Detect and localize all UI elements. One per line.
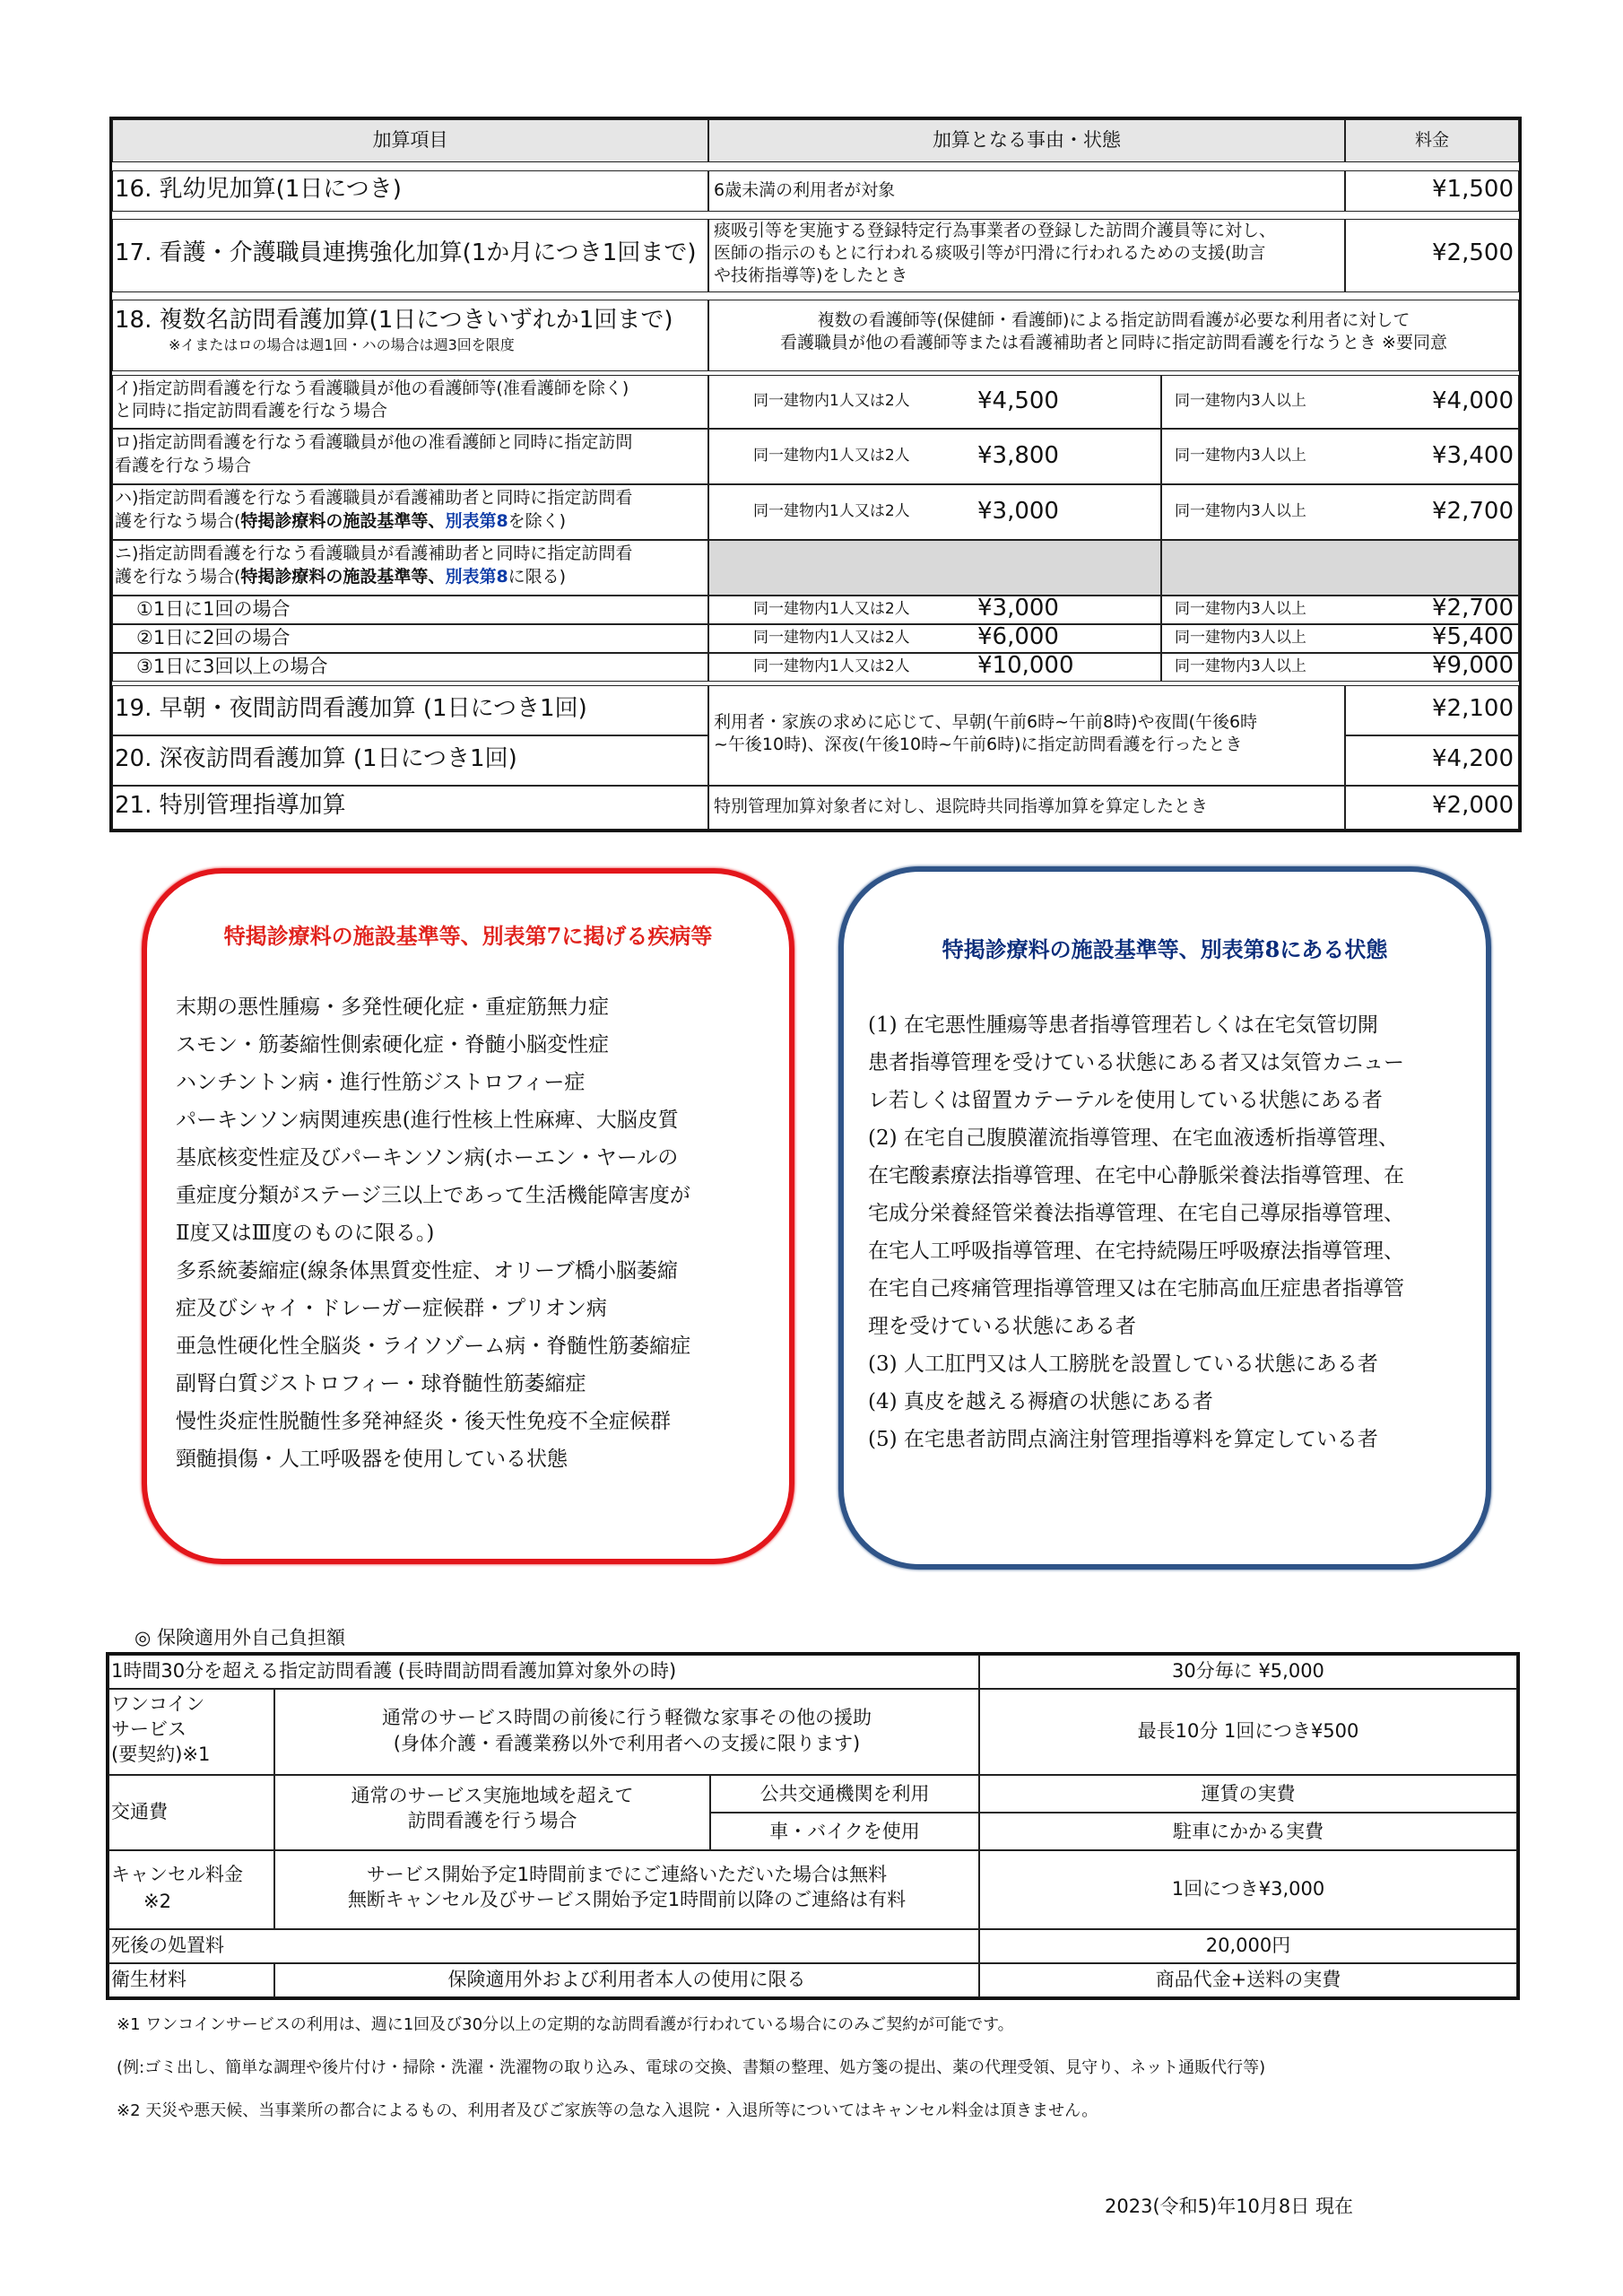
list-item: 基底核変性症及びパーキンソン病(ホーエン・ヤールの <box>176 1146 679 1170</box>
table7-title: 特掲診療料の施設基準等、別表第7に掲げる疾病等 <box>223 923 713 949</box>
r5-fee: 20,000円 <box>1205 1935 1291 1956</box>
row20-fee: ¥4,200 <box>1432 745 1514 772</box>
list-item: (4) 真皮を越える褥瘡の状態にある者 <box>868 1390 1213 1413</box>
date-current: 2023(令和5)年10月8日 現在 <box>1105 2196 1353 2217</box>
sub-ro-fee-a: ¥3,800 <box>977 442 1059 469</box>
sub-ha-line1: ハ)指定訪問看護を行なう看護職員が看護補助者と同時に指定訪問看 <box>115 488 633 508</box>
list-item: レ若しくは留置カテーテルを使用している状態にある者 <box>868 1089 1383 1112</box>
sub-i-fee-b: ¥4,000 <box>1432 387 1514 414</box>
ni-row3-fee-b: ¥9,000 <box>1432 652 1514 679</box>
r4-desc-2: 無断キャンセル及びサービス開始予定1時間前以降のご連絡は有料 <box>347 1889 907 1910</box>
row16-fee: ¥1,500 <box>1432 176 1514 203</box>
row17-fee: ¥2,500 <box>1432 239 1514 266</box>
r4-label-2: ※2 <box>143 1891 171 1912</box>
r2-label-1: ワンコイン <box>111 1693 205 1715</box>
r1-label: 1時間30分を超える指定訪問看護 (長時間訪問看護加算対象外の時) <box>111 1660 677 1682</box>
r3-opt-a: 公共交通機関を利用 <box>759 1783 930 1805</box>
row19-20-reason-2: ~午後10時)、深夜(午後10時~午前6時)に指定訪問看護を行ったとき <box>714 735 1243 754</box>
ni-row1-fee-b: ¥2,700 <box>1432 595 1514 622</box>
sub-ro-label-a: 同一建物内1人又は2人 <box>753 447 910 465</box>
sub-i-fee-a: ¥4,500 <box>977 387 1059 414</box>
r6-fee: 商品代金+送料の実費 <box>1155 1969 1341 1990</box>
ni-row3-fee-a: ¥10,000 <box>977 652 1074 679</box>
row17-reason-1: 痰吸引等を実施する登録特定行為事業者の登録した訪問介護員等に対し、 <box>714 221 1277 240</box>
r3-opt-b: 車・バイクを使用 <box>769 1821 920 1842</box>
row18-item: 18. 複数名訪問看護加算(1日につきいずれか1回まで) <box>115 307 673 334</box>
list-item: 宅成分栄養経管栄養法指導管理、在宅自己導尿指導管理、 <box>868 1202 1404 1225</box>
ni-row1-label: ①1日に1回の場合 <box>136 598 291 620</box>
ni-row2-fee-b: ¥5,400 <box>1432 623 1514 650</box>
note-3: ※2 天災や悪天候、当事業所の都合によるもの、利用者及びご家族等の急な入退院・入退所等についてはキャンセル料金は頂きません。 <box>117 2101 1098 2120</box>
row19-item: 19. 早朝・夜間訪問看護加算 (1日につき1回) <box>115 695 587 722</box>
list-item: パーキンソン病関連疾患(進行性核上性麻痺、大脳皮質 <box>176 1109 679 1132</box>
ni-row2-label-a: 同一建物内1人又は2人 <box>753 629 910 647</box>
ni-row1-fee-a: ¥3,000 <box>977 595 1059 622</box>
row20-item: 20. 深夜訪問看護加算 (1日につき1回) <box>115 745 517 772</box>
note-1: ※1 ワンコインサービスの利用は、週に1回及び30分以上の定期的な訪問看護が行われている場合にのみご契約が可能です。 <box>117 2015 1014 2034</box>
list-item: (5) 在宅患者訪問点滴注射管理指導料を算定している者 <box>868 1428 1378 1451</box>
sub-ni-line2: 護を行なう場合(特掲診療料の施設基準等、別表第8に限る) <box>115 567 567 587</box>
r6-desc: 保険適用外および利用者本人の使用に限る <box>447 1969 806 1990</box>
r2-desc-2: (身体介護・看護業務以外で利用者への支援に限ります) <box>393 1733 861 1754</box>
r2-label-3: (要契約)※1 <box>111 1744 211 1765</box>
ni-row1-label-a: 同一建物内1人又は2人 <box>753 600 910 618</box>
list-item: 症及びシャイ・ドレーガー症候群・プリオン病 <box>176 1297 607 1320</box>
ni-row2-fee-a: ¥6,000 <box>977 623 1059 650</box>
sub-ha-label-b: 同一建物内3人以上 <box>1175 502 1306 520</box>
sub-ro-line1: ロ)指定訪問看護を行なう看護職員が他の准看護師と同時に指定訪問 <box>115 432 633 452</box>
list-item: Ⅱ度又はⅢ度のものに限る。) <box>176 1222 435 1245</box>
row19-fee: ¥2,100 <box>1432 695 1514 722</box>
row16-reason: 6歳未満の利用者が対象 <box>714 180 896 200</box>
r6-label: 衛生材料 <box>111 1969 187 1990</box>
list-item: 亜急性硬化性全脳炎・ライソゾーム病・脊髄性筋萎縮症 <box>176 1335 691 1358</box>
header-item: 加算項目 <box>372 129 448 151</box>
r2-desc-1: 通常のサービス時間の前後に行う軽微な家事その他の援助 <box>382 1707 872 1728</box>
list-item: 在宅酸素療法指導管理、在宅中心静脈栄養法指導管理、在 <box>868 1164 1404 1187</box>
header-reason: 加算となる事由・状態 <box>933 129 1121 151</box>
r3-desc-2: 訪問看護を行う場合 <box>407 1810 577 1831</box>
sub-ro-fee-b: ¥3,400 <box>1432 442 1514 469</box>
r3-fee-a: 運賃の実費 <box>1201 1783 1296 1805</box>
sub-i-label-a: 同一建物内1人又は2人 <box>753 392 910 410</box>
r5-label: 死後の処置料 <box>111 1935 224 1956</box>
list-item: ハンチントン病・進行性筋ジストロフィー症 <box>176 1071 586 1094</box>
row17-reason-3: や技術指導等)をしたとき <box>714 265 908 285</box>
ni-row2-label-b: 同一建物内3人以上 <box>1175 629 1306 647</box>
sub-ha-line2: 護を行なう場合(特掲診療料の施設基準等、別表第8を除く) <box>115 511 567 531</box>
ni-row2-label: ②1日に2回の場合 <box>136 627 291 648</box>
r4-label-1: キャンセル料金 <box>111 1864 243 1885</box>
header-fee: 料金 <box>1414 130 1449 150</box>
row17-item: 17. 看護・介護職員連携強化加算(1か月につき1回まで) <box>115 239 697 266</box>
r3-label: 交通費 <box>111 1801 168 1822</box>
row18-reason-1: 複数の看護師等(保健師・看護師)による指定訪問看護が必要な利用者に対して <box>817 310 1410 330</box>
list-item: 頸髄損傷・人工呼吸器を使用している状態 <box>176 1448 568 1471</box>
list-item: 患者指導管理を受けている状態にある者又は気管カニュー <box>868 1051 1404 1074</box>
list-item: 副腎白質ジストロフィー・球脊髄性筋萎縮症 <box>176 1372 586 1396</box>
list-item: (1) 在宅悪性腫瘍等患者指導管理若しくは在宅気管切開 <box>868 1013 1378 1037</box>
r4-fee: 1回につき¥3,000 <box>1171 1878 1325 1900</box>
row16-item: 16. 乳幼児加算(1日につき) <box>115 176 402 203</box>
sub-i-line1: イ)指定訪問看護を行なう看護職員が他の看護師等(准看護師を除く) <box>115 378 629 398</box>
row21-fee: ¥2,000 <box>1432 792 1514 819</box>
row18-note: ※イまたはロの場合は週1回・ハの場合は週3回を限度 <box>169 336 515 353</box>
sub-ro-label-b: 同一建物内3人以上 <box>1175 447 1306 465</box>
row19-20-reason-1: 利用者・家族の求めに応じて、早朝(午前6時~午前8時)や夜間(午後6時 <box>714 712 1258 732</box>
list-item: スモン・筋萎縮性側索硬化症・脊髄小脳変性症 <box>176 1033 609 1057</box>
row21-reason: 特別管理加算対象者に対し、退院時共同指導加算を算定したとき <box>714 796 1209 816</box>
list-item: 在宅自己疼痛管理指導管理又は在宅肺高血圧症患者指導管 <box>868 1277 1404 1300</box>
sub-ha-fee-a: ¥3,000 <box>977 498 1059 525</box>
r3-fee-b: 駐車にかかる実費 <box>1173 1821 1324 1842</box>
row17-reason-2: 医師の指示のもとに行われる痰吸引等が円滑に行われるための支援(助言 <box>714 243 1266 263</box>
sub-i-line2: と同時に指定訪問看護を行なう場合 <box>115 401 388 421</box>
r4-desc-1: サービス開始予定1時間前までにご連絡いただいた場合は無料 <box>366 1864 888 1885</box>
list-item: (2) 在宅自己腹膜灌流指導管理、在宅血液透析指導管理、 <box>868 1126 1399 1150</box>
list-item: (3) 人工肛門又は人工膀胱を設置している状態にある者 <box>868 1352 1378 1376</box>
ni-row3-label-a: 同一建物内1人又は2人 <box>753 657 910 675</box>
note-2: (例:ゴミ出し、簡単な調理や後片付け・掃除・洗濯・洗濯物の取り込み、電球の交換、書類の整理、処方箋の提出、薬の代理受領、見守り、ネット通販代行等) <box>117 2058 1266 2077</box>
sub-ha-fee-b: ¥2,700 <box>1432 498 1514 525</box>
sub-ha-label-a: 同一建物内1人又は2人 <box>753 502 910 520</box>
r2-label-2: サービス <box>111 1718 187 1740</box>
table8-title: 特掲診療料の施設基準等、別表第8にある状態 <box>942 936 1388 962</box>
row21-item: 21. 特別管理指導加算 <box>115 792 346 819</box>
ni-row3-label: ③1日に3回以上の場合 <box>136 656 328 677</box>
list-item: 重症度分類がステージ三以上であって生活機能障害度が <box>176 1184 690 1207</box>
list-item: 理を受けている状態にある者 <box>868 1315 1136 1338</box>
row18-reason-2: 看護職員が他の看護師等または看護補助者と同時に指定訪問看護を行なうとき ※要同意 <box>780 333 1447 352</box>
self-pay-heading: ◎ 保険適用外自己負担額 <box>135 1627 345 1648</box>
list-item: 在宅人工呼吸指導管理、在宅持続陽圧呼吸療法指導管理、 <box>868 1239 1404 1263</box>
sub-i-label-b: 同一建物内3人以上 <box>1175 392 1306 410</box>
ni-row1-label-b: 同一建物内3人以上 <box>1175 600 1306 618</box>
list-item: 多系統萎縮症(線条体黒質変性症、オリーブ橋小脳萎縮 <box>176 1259 678 1283</box>
sub-ro-line2: 看護を行なう場合 <box>115 456 252 475</box>
ni-row3-label-b: 同一建物内3人以上 <box>1175 657 1306 675</box>
r3-desc-1: 通常のサービス実施地域を超えて <box>351 1785 634 1806</box>
sub-ni-line1: ニ)指定訪問看護を行なう看護職員が看護補助者と同時に指定訪問看 <box>115 544 633 563</box>
r2-fee: 最長10分 1回につき¥500 <box>1137 1720 1359 1742</box>
r1-fee: 30分毎に ¥5,000 <box>1172 1660 1324 1682</box>
list-item: 慢性炎症性脱髄性多発神経炎・後天性免疫不全症候群 <box>176 1410 671 1433</box>
list-item: 末期の悪性腫瘍・多発性硬化症・重症筋無力症 <box>176 996 609 1019</box>
